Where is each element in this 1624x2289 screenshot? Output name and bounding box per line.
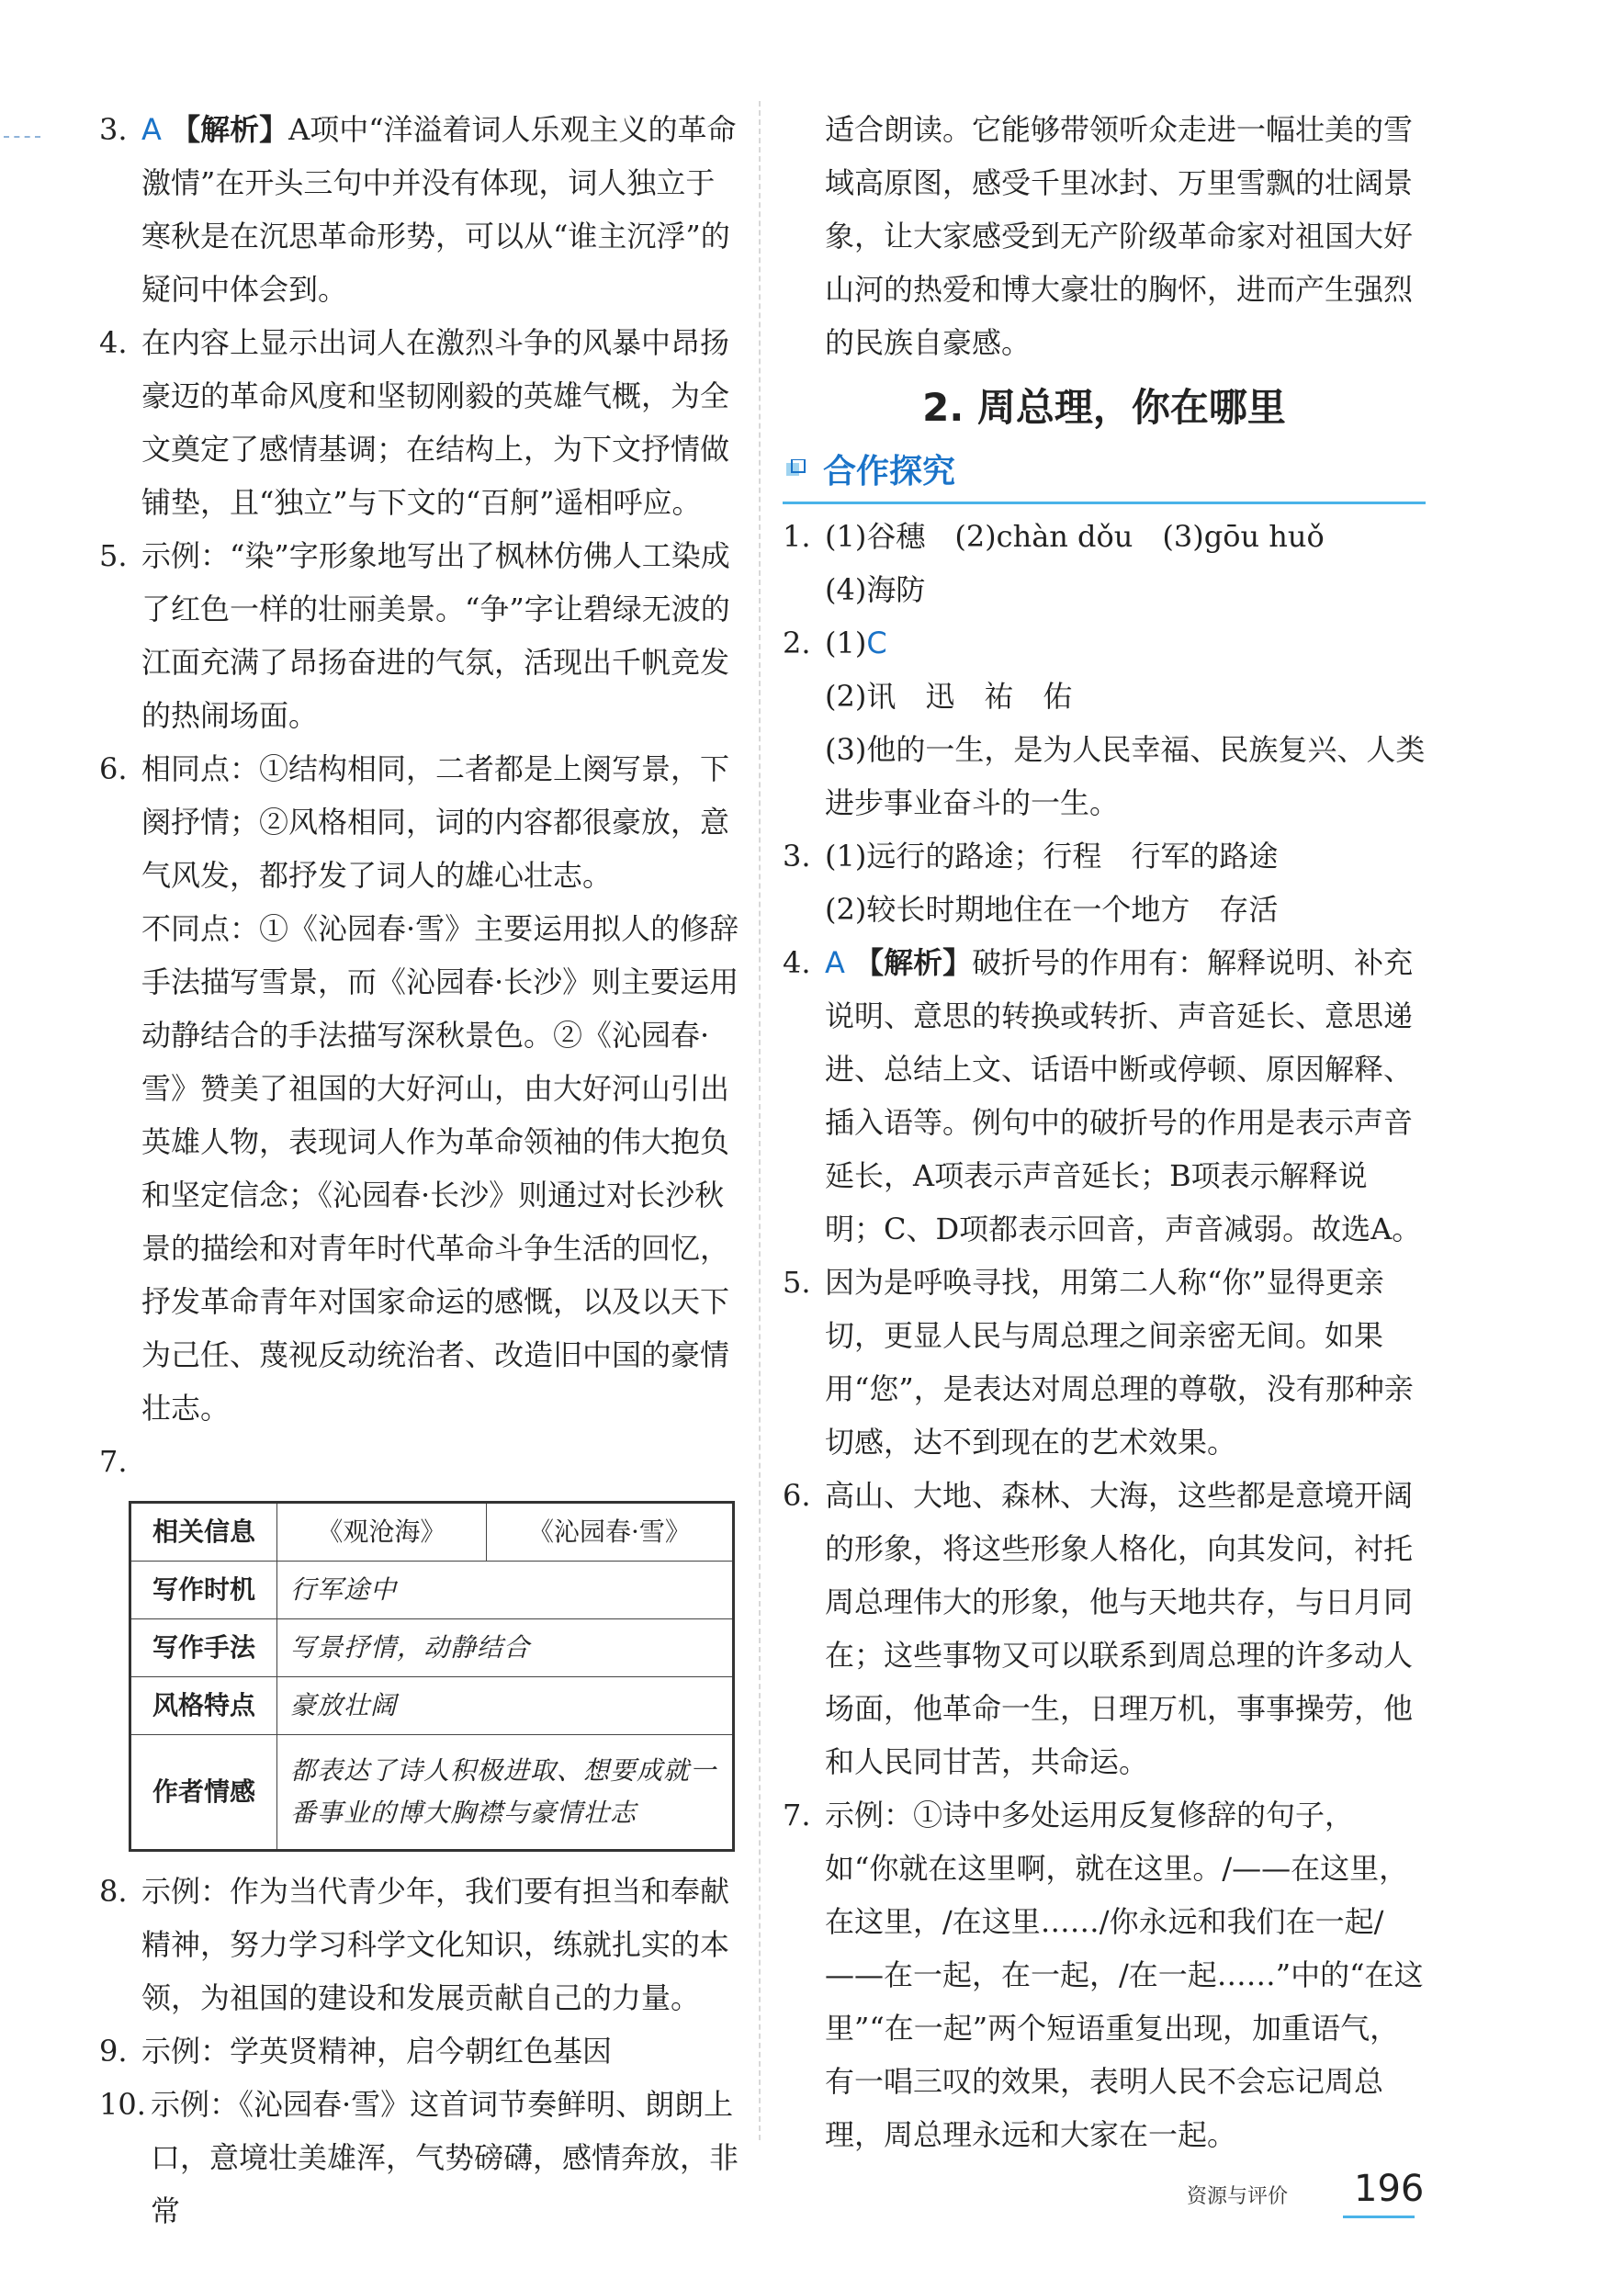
lesson2-answer-3: [783, 829, 1426, 936]
comparison-table: [129, 1501, 735, 1852]
answer-number: 10.: [99, 2087, 146, 2122]
lesson2-answer-7: [783, 1788, 1426, 2161]
row-value: 豪放壮阔: [277, 1677, 734, 1735]
answer-number: 4.: [99, 325, 128, 360]
answer-line: (2)讯 迅 祐 佑: [825, 679, 1073, 714]
answer-number: 1.: [783, 519, 811, 554]
margin-dash: [4, 136, 40, 138]
table-header-cell: 《观沧海》: [277, 1503, 487, 1562]
answer-8: [99, 1865, 742, 2024]
answer-line: (3)他的一生，是为人民幸福、民族复兴、人类进步事业奋斗的一生。: [825, 732, 1426, 820]
answer-text: 因为是呼唤寻找，用第二人称“你”显得更亲切，更显人民与周总理之间亲密无间。如果用“您”，是表达对周总理的尊敬，没有那种亲切感，达不到现在的艺术效果。: [825, 1265, 1414, 1460]
answer-choice: A: [141, 112, 162, 147]
section-label: 合作探究: [823, 453, 956, 490]
answer-number: 3.: [99, 112, 128, 147]
row-label: 风格特点: [130, 1677, 277, 1735]
answer-text: 示例：“染”字形象地写出了枫林仿佛人工染成了红色一样的壮丽美景。“争”字让碧绿无波的江面充满了昂扬奋进的气氛，活现出千帆竞发的热闹场面。: [141, 538, 730, 733]
page-number: 196: [1354, 2168, 1425, 2210]
answer-number: 5.: [783, 1265, 811, 1300]
answer-number: 4.: [783, 945, 811, 980]
continued-text: 适合朗读。它能够带领听众走进一幅壮美的雪域高原图，感受千里冰封、万里雪飘的壮阔景象，让大家感受到无产阶级革命家对祖国大好山河的热爱和博大豪壮的胸怀，进而产生强烈的民族自豪感。: [825, 112, 1414, 360]
answer-number: 3.: [783, 839, 811, 874]
answer-text: 破折号的作用有：解释说明、补充说明、意思的转换或转折、声音延长、意思递进、总结上文、话语中断或停顿、原因解释、插入语等。例句中的破折号的作用是表示声音延长，A项表示声音延长；B项表示解释说明；C、D项都表示回音，声音减弱。故选A。: [825, 945, 1422, 1246]
answer-text: 示例：学英贤精神，启今朝红色基因: [141, 2034, 613, 2069]
answer-line: (1)远行的路途；行程 行军的路途: [825, 839, 1279, 874]
answer-line: (1)谷穗 (2)chàn dǒu (3)gōu huǒ: [825, 519, 1325, 554]
row-label: 写作时机: [130, 1562, 277, 1619]
lesson2-answer-5: [783, 1256, 1426, 1469]
answer-3: [99, 103, 742, 316]
answer-number: 7.: [783, 1798, 811, 1832]
table-header-cell: 《沁园春·雪》: [486, 1503, 733, 1562]
answer-choice: C: [866, 626, 887, 660]
answer-number: 2.: [783, 626, 811, 660]
left-column: [99, 103, 742, 2238]
table-header-cell: 相关信息: [130, 1503, 277, 1562]
answer-text: A项中“洋溢着词人乐观主义的革命激情”在开头三句中并没有体现，词人独立于寒秋是在沉思革命形势，可以从“谁主沉浮”的疑问中体会到。: [141, 112, 737, 307]
lesson-title: 2. 周总理，你在哪里: [922, 385, 1286, 430]
answer-line: (2)较长时期地住在一个地方 存活: [825, 892, 1279, 927]
answer-6: [99, 742, 742, 1435]
row-label: 作者情感: [130, 1735, 277, 1851]
answer-4: [99, 316, 742, 529]
lesson2-answer-2: [783, 616, 1426, 829]
answer-number: 6.: [783, 1478, 811, 1513]
row-value: 都表达了诗人积极进取、想要成就一番事业的博大胸襟与豪情壮志: [277, 1735, 734, 1851]
answer-text: 高山、大地、森林、大海，这些都是意境开阔的形象，将这些形象人格化，向其发问，衬托周总理伟大的形象，他与天地共存，与日月同在；这些事物又可以联系到周总理的许多动人场面，他革命一生，日理万机，事事操劳，他和人民同甘苦，共命运。: [825, 1478, 1414, 1779]
row-value: 写景抒情，动静结合: [277, 1619, 734, 1677]
answer-9: [99, 2024, 742, 2078]
right-column: [783, 103, 1426, 2161]
analysis-tag: 【解析】: [854, 945, 973, 980]
table-row: [130, 1735, 734, 1851]
answer-text: 示例：①诗中多处运用反复修辞的句子，如“你就在这里啊，就在这里。/——在这里，在这里，/在这里……/你永远和我们在一起/——在一起，在一起，/在一起……”中的“在这里”“在一起”两个短语重复出现，加重语气，有一唱三叹的效果，表明人民不会忘记周总理，周总理永远和大家在一起。: [825, 1798, 1424, 2152]
lesson2-answer-6: [783, 1469, 1426, 1788]
answer-number: 5.: [99, 538, 128, 573]
section-flag-icon: [786, 459, 806, 479]
answer-10: [99, 2078, 742, 2238]
table-row: [130, 1562, 734, 1619]
answer-number: 6.: [99, 751, 128, 786]
row-value: 行军途中: [277, 1562, 734, 1619]
page-number-underline: [1343, 2216, 1415, 2218]
answer-line: (4)海防: [825, 572, 926, 607]
answer-text-differences: 不同点：①《沁园春·雪》主要运用拟人的修辞手法描写雪景，而《沁园春·长沙》则主要运用动静结合的手法描写深秋景色。②《沁园春·雪》赞美了祖国的大好河山，由大好河山引出英雄人物，表现词人作为革命领袖的伟大抱负和坚定信念；《沁园春·长沙》则通过对长沙秋景的描绘和对青年时代革命斗争生活的回忆，抒发革命青年对国家命运的感慨，以及以天下为己任、蔑视反动统治者、改造旧中国的豪情壮志。: [141, 911, 739, 1426]
table-row: [130, 1619, 734, 1677]
answer-number: 7.: [99, 1444, 128, 1479]
answer-text: 示例：作为当代青少年，我们要有担当和奉献精神，努力学习科学文化知识，练就扎实的本领，为祖国的建设和发展贡献自己的力量。: [141, 1874, 730, 2015]
answer-text: 在内容上显示出词人在激烈斗争的风暴中昂扬豪迈的革命风度和坚韧刚毅的英雄气概，为全文奠定了感情基调；在结构上，为下文抒情做铺垫，且“独立”与下文的“百舸”遥相呼应。: [141, 325, 730, 520]
answer-number: 9.: [99, 2034, 128, 2069]
table-row: [130, 1677, 734, 1735]
section-header: [783, 443, 1426, 504]
answer-text-similarities: 相同点：①结构相同，二者都是上阕写景，下阕抒情；②风格相同，词的内容都很豪放，意气风发，都抒发了词人的雄心壮志。: [141, 751, 730, 893]
lesson2-answer-1: [783, 510, 1426, 616]
footer-book-name: 资源与评价: [1187, 2185, 1289, 2208]
lesson2-answer-4: [783, 936, 1426, 1256]
answer-7: [99, 1435, 742, 1488]
answer-number: 8.: [99, 1874, 128, 1909]
answer-text: 示例：《沁园春·雪》这首词节奏鲜明、朗朗上口，意境壮美雄浑，气势磅礴，感情奔放，非常: [151, 2087, 739, 2228]
column-divider: [759, 101, 761, 2140]
sub-number: (1): [825, 626, 867, 660]
table-header-row: [130, 1503, 734, 1562]
analysis-tag: 【解析】: [171, 112, 289, 147]
row-label: 写作手法: [130, 1619, 277, 1677]
answer-5: [99, 529, 742, 742]
answer-choice: A: [825, 945, 845, 980]
